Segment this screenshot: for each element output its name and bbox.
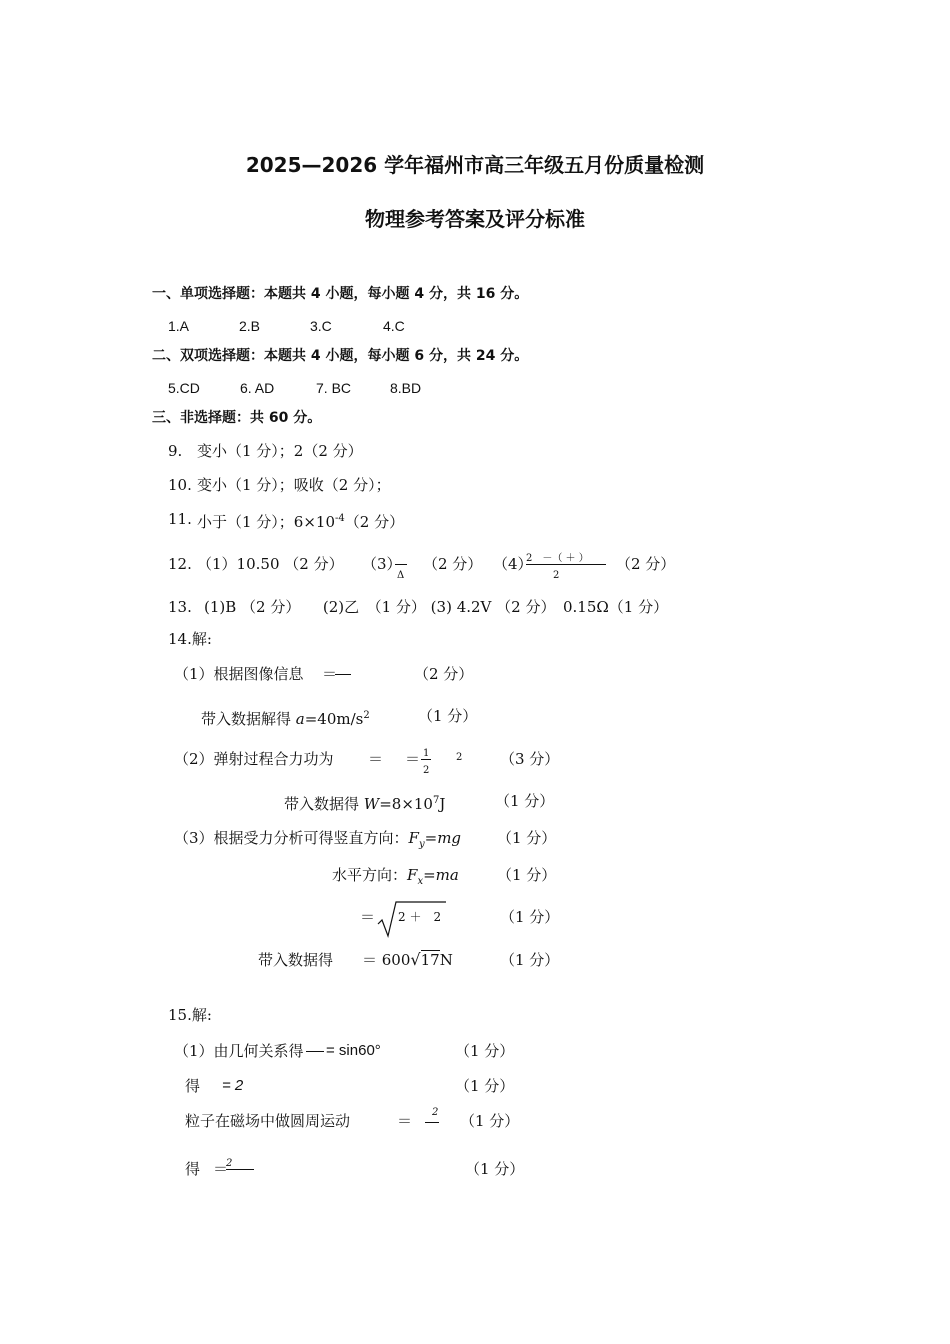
q15-line3-equals: ＝ (397, 1112, 413, 1130)
q14-line4-score: （1 分） (495, 792, 555, 810)
section-3-heading: 三、非选择题：共 60 分。 (152, 410, 322, 426)
q14-line5-text: （3）根据受力分析可得竖直方向： (174, 829, 409, 847)
q14-line7-inside: 2 ＋ 2 (398, 910, 442, 924)
q14-line5-score: （1 分） (497, 829, 557, 847)
q9-number: 9. (168, 442, 183, 460)
q14-line3-equals1: ＝ (368, 750, 384, 768)
q14-line3-fraction-line (421, 759, 431, 760)
q12-part4-score: （2 分） (616, 555, 676, 573)
q14-line7-score: （1 分） (500, 908, 560, 926)
q13-text: (1)B （2 分） (2)乙 （1 分） (3) 4.2V （2 分） 0.15Ω（1 分） (204, 598, 669, 616)
answer-2: 2.B (239, 318, 261, 334)
q14-line6-sub: x (417, 876, 424, 887)
page-title: 2025—2026 学年福州市高三年级五月份质量检测 (245, 153, 705, 177)
q14-line3-denominator: 2 (423, 765, 430, 776)
q15-line4-score: （1 分） (465, 1160, 525, 1178)
q13-number: 13. (168, 598, 192, 616)
section-2-heading: 二、双项选择题：本题共 4 小题，每小题 6 分，共 24 分。 (152, 348, 529, 364)
q14-line1-score: （2 分） (414, 665, 474, 683)
q14-line8-label: 带入数据得 (258, 951, 334, 969)
q11-text-a: 小于（1 分）；6×10 (197, 513, 336, 531)
q14-line2-value: =40m/s (304, 710, 364, 728)
q14-line3-numerator: 1 (423, 748, 430, 759)
answer-4: 4.C (383, 318, 405, 334)
q15-line3-fraction-line (425, 1122, 439, 1123)
q14-line1-label: （1）根据图像信息 (174, 665, 304, 683)
q15-line4-equals: ＝ (213, 1160, 229, 1178)
q15-line2-equation: = 2 (222, 1077, 244, 1094)
q14-line6-score: （1 分） (497, 866, 557, 884)
q14-line2 (201, 707, 370, 728)
q14-line5 (174, 829, 461, 854)
q14-line8-unit: N (439, 951, 453, 969)
q14-line4-var: W (363, 795, 380, 813)
q14-line2-var: a (295, 710, 305, 728)
answer-5: 5.CD (168, 380, 200, 396)
q14-line4-unit: J (439, 795, 446, 813)
q15-line1-equation: = sin60° (326, 1042, 381, 1059)
q12-part1: （1）10.50 （2 分） (197, 555, 344, 573)
q15-line3-label: 粒子在磁场中做圆周运动 (185, 1112, 351, 1130)
q14-line6-text: 水平方向： (332, 866, 408, 884)
q15-line1-score: （1 分） (455, 1042, 515, 1060)
q11-text-b: （2 分） (344, 513, 405, 531)
answer-7: 7. BC (316, 380, 352, 396)
q11-text (197, 510, 404, 531)
q14-line1-equals: ＝ (322, 665, 338, 683)
q14-line6-var: F (407, 866, 418, 884)
answer-6: 6. AD (240, 380, 275, 396)
q14-line3-exponent: 2 (456, 752, 463, 763)
q14-line8-sqrt-symbol: √ (410, 950, 421, 969)
q10-number: 10. (168, 476, 192, 494)
q14-line3-equals2: ＝ (405, 750, 421, 768)
q14-line4-value: =8×10 (379, 795, 433, 813)
q15-heading: 15.解: (168, 1006, 212, 1024)
q15-line3-score: （1 分） (460, 1112, 520, 1130)
q14-line4-exponent: 7 (432, 795, 440, 806)
q12-part3-denominator: Δ (397, 570, 405, 581)
answer-8: 8.BD (390, 380, 422, 396)
q12-part3-fraction-line (395, 564, 407, 565)
q14-heading: 14.解: (168, 630, 212, 648)
answer-1: 1.A (168, 318, 190, 334)
q14-line8-equals: ＝ 600 (362, 951, 411, 969)
q10-text: 变小（1 分）；吸收（2 分）； (197, 476, 391, 494)
q15-line4-exponent: 2 (226, 1158, 233, 1169)
answer-3: 3.C (310, 318, 332, 334)
q15-line2-score: （1 分） (455, 1077, 515, 1095)
q14-line6 (332, 866, 459, 891)
page-subtitle: 物理参考答案及评分标准 (365, 207, 585, 231)
q11-exponent: -4 (335, 513, 345, 524)
q14-line2-score: （1 分） (418, 707, 478, 725)
q14-line6-value: =ma (423, 866, 459, 884)
q14-line5-value: =mg (424, 829, 462, 847)
q14-line3-label: （2）弹射过程合力功为 (174, 750, 334, 768)
q11-number: 11. (168, 510, 192, 528)
q12-part4-numerator: 2 －（ ＋ ） (526, 553, 589, 564)
q14-line8-score: （1 分） (500, 951, 560, 969)
q14-line4 (284, 792, 445, 813)
q14-line2-text: 带入数据解得 (201, 710, 296, 728)
q15-line1-label: （1）由几何关系得 (174, 1042, 304, 1060)
q15-line1-fraction-line (306, 1051, 324, 1052)
q14-line4-text: 带入数据得 (284, 795, 364, 813)
q14-line8-root: 17 (420, 951, 440, 969)
q14-line1-fraction-line (335, 674, 351, 675)
q14-line3-score: （3 分） (500, 750, 560, 768)
q14-line2-exponent: 2 (363, 710, 370, 721)
q12-part3: （3） (362, 555, 402, 573)
q9-text: 变小（1 分）；2（2 分） (197, 442, 363, 460)
q12-part4-fraction-line (526, 564, 606, 565)
section-1-heading: 一、单项选择题：本题共 4 小题，每小题 4 分，共 16 分。 (152, 286, 529, 302)
q12-part4-denominator: 2 (553, 570, 560, 581)
q14-line8-value (362, 951, 453, 969)
q15-line3-exponent: 2 (432, 1107, 439, 1118)
q12-part3-score: （2 分） (423, 555, 483, 573)
q12-part4: （4） (493, 555, 533, 573)
q14-line5-var: F (408, 829, 419, 847)
q15-line4-label: 得 (185, 1160, 201, 1178)
q14-line7-equals: ＝ (360, 908, 376, 926)
q14-line5-sub: y (418, 839, 425, 850)
q12-number: 12. (168, 555, 192, 573)
q15-line2-label: 得 (185, 1077, 201, 1095)
q15-line4-fraction-line (226, 1169, 254, 1170)
